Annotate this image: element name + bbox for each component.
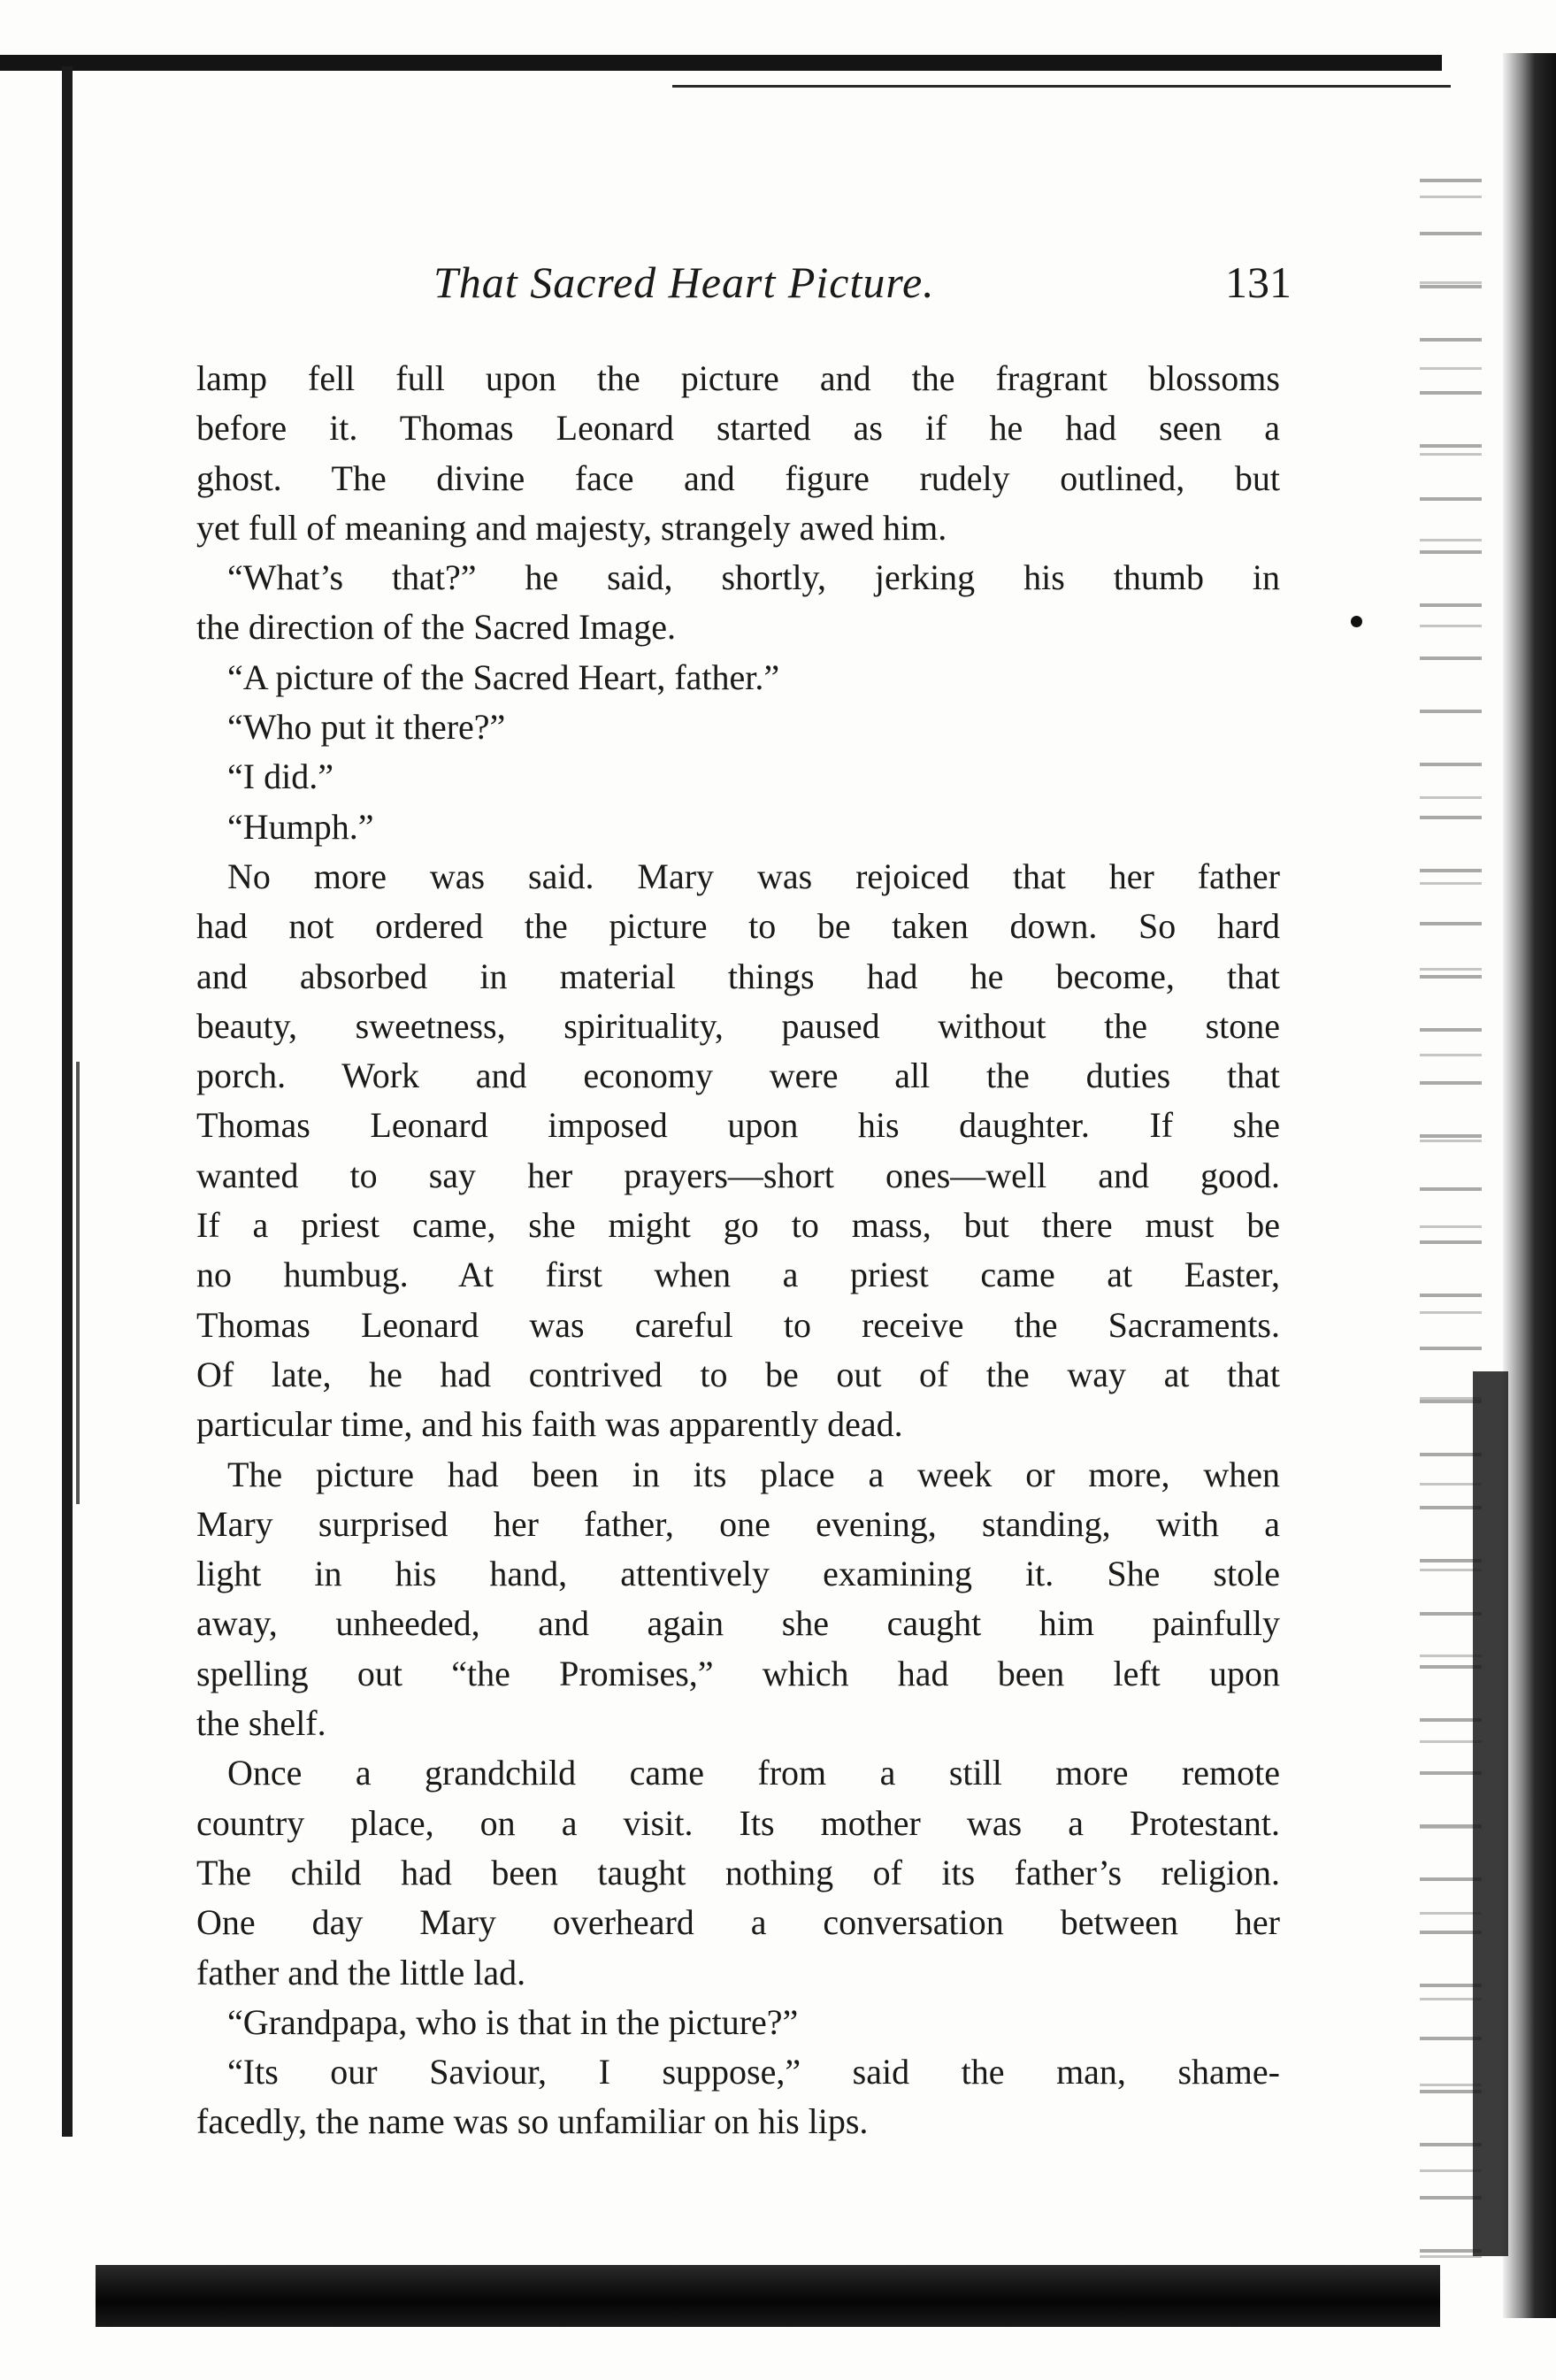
left-page-edge [62, 66, 73, 2137]
text-line: No more was said. Mary was rejoiced that her father [227, 856, 1280, 896]
running-title: That Sacred Heart Picture. [433, 257, 935, 307]
text-line: “Who put it there?” [227, 707, 506, 748]
text-line: “A picture of the Sacred Heart, father.” [227, 656, 780, 697]
left-page-edge-shadow [76, 1062, 80, 1504]
text-line: and absorbed in material things had he become, that [196, 956, 1280, 996]
text-line: before it. Thomas Leonard started as if he had seen a [196, 408, 1280, 449]
text-line: “Humph.” [227, 806, 374, 847]
text-line: beauty, sweetness, spirituality, paused without the stone [196, 1005, 1280, 1046]
text-line: country place, on a visit. Its mother was a Protestant. [196, 1802, 1280, 1843]
text-line: wanted to say her prayers—short ones—well and good. [196, 1155, 1280, 1195]
text-line: ghost. The divine face and figure rudely outlined, but [196, 457, 1280, 498]
text-line: One day Mary overheard a conversation between her [196, 1902, 1280, 1943]
text-line: “What’s that?” he said, shortly, jerking his thumb in [227, 557, 1280, 598]
text-line: If a priest came, she might go to mass, but there must be [196, 1205, 1280, 1246]
text-line: “I did.” [227, 756, 333, 797]
top-thin-rule [672, 85, 1451, 88]
text-line: the shelf. [196, 1703, 326, 1744]
text-line: had not ordered the picture to be taken down. So hard [196, 906, 1280, 947]
text-line: particular time, and his faith was apparently dead. [196, 1404, 903, 1445]
text-line: Once a grandchild came from a still more remote [227, 1753, 1280, 1793]
text-line: The picture had been in its place a week or more, when [227, 1454, 1280, 1494]
text-line: light in his hand, attentively examining it. She stole [196, 1554, 1280, 1594]
top-border-rule [0, 55, 1442, 71]
body-text [196, 354, 1280, 2147]
text-line: the direction of the Sacred Image. [196, 607, 676, 648]
text-line: no humbug. At first when a priest came at Easter, [196, 1255, 1280, 1295]
text-line: yet full of meaning and majesty, strangely awed him. [196, 507, 947, 548]
text-line: lamp fell full upon the picture and the fragrant blossoms [196, 358, 1280, 398]
text-line: Thomas Leonard was careful to receive the Sacraments. [196, 1304, 1280, 1345]
text-line: Of late, he had contrived to be out of the way at that [196, 1354, 1280, 1394]
bottom-border-band [96, 2265, 1440, 2327]
margin-ink-dot [1351, 616, 1362, 627]
text-line: Thomas Leonard imposed upon his daughter. If she [196, 1105, 1280, 1146]
text-line: “Its our Saviour, I suppose,” said the man, shame- [227, 2052, 1280, 2092]
text-line: spelling out “the Promises,” which had been left upon [196, 1653, 1280, 1693]
text-line: “Grandpapa, who is that in the picture?” [227, 2001, 799, 2042]
text-line: The child had been taught nothing of its father’s religion. [196, 1852, 1280, 1892]
right-binding-shadow [1503, 53, 1556, 2318]
text-line: Mary surprised her father, one evening, standing, with a [196, 1503, 1280, 1544]
page-number: 131 [1225, 257, 1292, 307]
text-line: facedly, the name was so unfamiliar on his lips. [196, 2101, 869, 2142]
binding-dark-block [1473, 1371, 1508, 2256]
text-line: porch. Work and economy were all the duties that [196, 1056, 1280, 1096]
text-line: away, unheeded, and again she caught him painfully [196, 1603, 1280, 1644]
text-line: father and the little lad. [196, 1952, 526, 1992]
